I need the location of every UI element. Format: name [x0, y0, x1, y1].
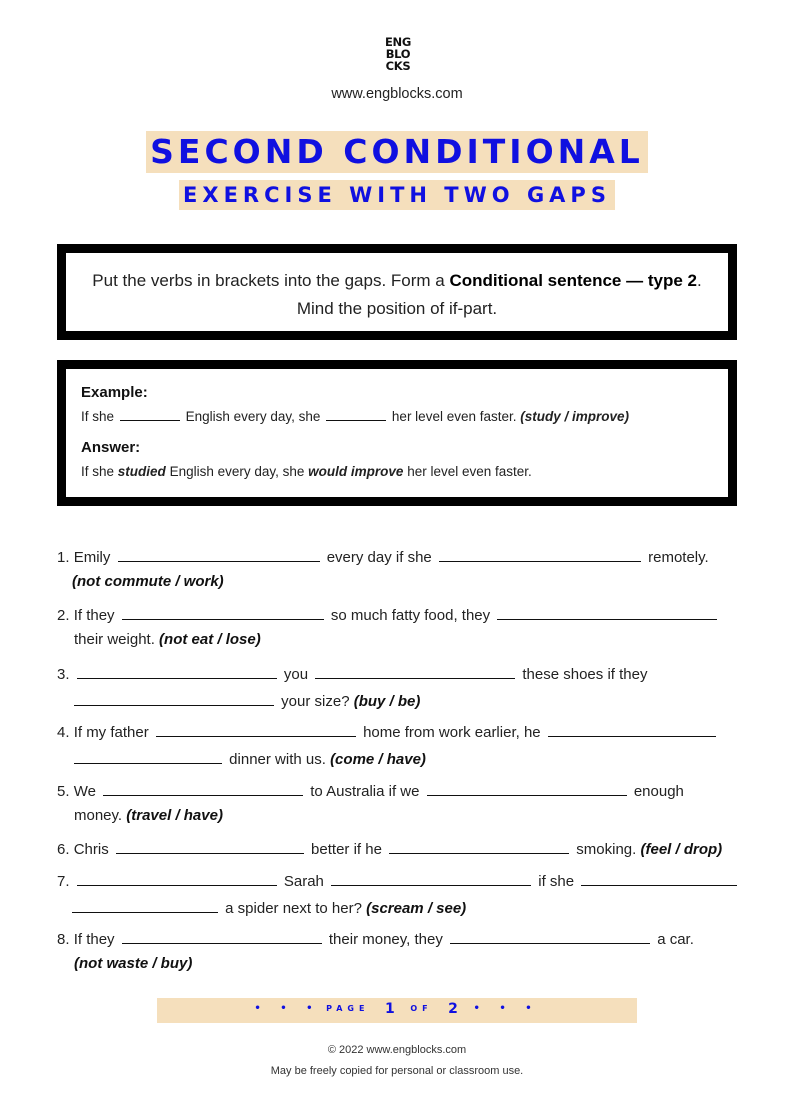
verb-hint: (travel / have)	[126, 807, 223, 824]
item-text: remotely.	[648, 549, 709, 566]
item-number: 7.	[57, 873, 70, 890]
item-text: so much fatty food, they	[330, 607, 491, 624]
item-number: 6.	[57, 841, 70, 858]
exercise-line	[57, 837, 722, 859]
instructions-box	[57, 244, 737, 340]
item-number: 3.	[57, 666, 70, 683]
item-text: to Australia if we	[310, 783, 420, 800]
footer-license: May be freely copied for personal or classroom use.	[270, 1065, 524, 1077]
item-text: Chris	[73, 841, 109, 858]
item-text: money.	[74, 807, 123, 824]
item-text: a car.	[657, 931, 694, 948]
answer-label: Answer:	[81, 439, 141, 456]
item-text: you	[283, 666, 309, 683]
answer-text: her level even faster.	[407, 464, 532, 479]
exercise-line	[71, 747, 426, 769]
answer-gap[interactable]	[427, 779, 627, 796]
exercise-line	[72, 572, 224, 594]
item-number: 4.	[57, 724, 70, 741]
engblocks-logo	[378, 36, 418, 72]
verb-hint: (come / have)	[330, 751, 426, 768]
item-text: your size?	[281, 693, 350, 710]
item-text: if she	[538, 873, 575, 890]
example-text: her level even faster.	[391, 409, 517, 424]
exercise-line	[57, 779, 684, 801]
item-text: every day if she	[326, 549, 432, 566]
answer-gap[interactable]	[77, 869, 277, 886]
item-text: better if he	[311, 841, 382, 858]
page-subtitle: EXERCISE WITH TWO GAPS	[179, 180, 615, 210]
pager-of-word: OF	[410, 1004, 433, 1013]
exercise-line	[74, 806, 223, 828]
logo-line: CKS	[385, 59, 411, 73]
exercise-line	[57, 720, 719, 742]
answer-gap[interactable]	[116, 837, 304, 854]
instructions-text-end: . Mind the position of if-part.	[296, 271, 702, 318]
verb-hint: (scream / see)	[366, 900, 467, 917]
item-text: We	[73, 783, 96, 800]
exercise-line	[71, 689, 420, 711]
page-title: SECOND CONDITIONAL	[146, 131, 648, 173]
pager-total: 2	[448, 1000, 458, 1017]
exercise-line	[57, 927, 694, 949]
example-text: If she	[81, 409, 115, 424]
exercise-line	[74, 630, 261, 652]
item-text: home from work earlier, he	[363, 724, 541, 741]
item-number: 5.	[57, 783, 70, 800]
example-box	[57, 360, 737, 506]
example-label: Example:	[81, 384, 148, 401]
verb-hint: (feel / drop)	[640, 841, 723, 858]
verb-hint: (not commute / work)	[72, 573, 224, 590]
item-text: their money, they	[328, 931, 443, 948]
answer-verb: would improve	[308, 464, 404, 479]
answer-gap[interactable]	[77, 662, 277, 679]
item-text: their weight.	[74, 631, 155, 648]
item-text: enough	[633, 783, 684, 800]
item-number: 2.	[57, 607, 70, 624]
answer-gap[interactable]	[74, 747, 222, 764]
exercise-line	[74, 954, 192, 976]
answer-text: If she	[81, 464, 115, 479]
item-text: If my father	[73, 724, 149, 741]
answer-gap[interactable]	[74, 689, 274, 706]
item-text: If they	[73, 931, 115, 948]
item-number: 8.	[57, 931, 70, 948]
exercise-line	[57, 603, 720, 625]
answer-gap[interactable]	[331, 869, 531, 886]
logo-line: ENG	[384, 35, 412, 49]
answer-gap[interactable]	[103, 779, 303, 796]
item-text: a spider next to her?	[225, 900, 362, 917]
answer-gap[interactable]	[389, 837, 569, 854]
exercise-line	[57, 545, 709, 567]
item-text: If they	[73, 607, 115, 624]
exercise-line	[57, 869, 740, 891]
answer-gap[interactable]	[122, 927, 322, 944]
answer-sentence	[81, 463, 713, 481]
answer-gap[interactable]	[548, 720, 716, 737]
verb-hint: (buy / be)	[353, 693, 421, 710]
answer-gap[interactable]	[156, 720, 356, 737]
answer-gap[interactable]	[122, 603, 324, 620]
pager-current: 1	[385, 1000, 395, 1017]
answer-text: English every day, she	[169, 464, 305, 479]
answer-gap[interactable]	[118, 545, 320, 562]
example-sentence	[81, 408, 713, 426]
example-hint: (study / improve)	[520, 409, 630, 424]
pager-dots: • • •	[254, 1003, 321, 1014]
item-text: dinner with us.	[229, 751, 326, 768]
item-text: Sarah	[283, 873, 324, 890]
title-block	[0, 131, 794, 173]
answer-gap[interactable]	[497, 603, 717, 620]
instructions-text: Put the verbs in brackets into the gaps. Form a	[92, 271, 450, 290]
example-gap	[120, 408, 180, 421]
answer-gap[interactable]	[315, 662, 515, 679]
logo-line: BLO	[385, 47, 411, 61]
answer-gap[interactable]	[439, 545, 641, 562]
exercise-line	[69, 896, 466, 918]
item-text: smoking.	[576, 841, 637, 858]
answer-verb: studied	[117, 464, 166, 479]
answer-gap[interactable]	[450, 927, 650, 944]
pager-page-word: PAGE	[326, 1004, 370, 1013]
site-url[interactable]: www.engblocks.com	[331, 86, 463, 102]
item-text: these shoes if they	[522, 666, 648, 683]
example-gap	[326, 408, 386, 421]
footer-copyright: © 2022 www.engblocks.com	[327, 1044, 467, 1056]
answer-gap[interactable]	[581, 869, 737, 886]
page-indicator	[157, 998, 637, 1023]
answer-gap[interactable]	[72, 896, 218, 913]
example-text: English every day, she	[185, 409, 321, 424]
subtitle-block	[0, 180, 794, 210]
exercise-line	[57, 662, 647, 684]
instructions-bold: Conditional sentence — type 2	[449, 271, 697, 290]
item-number: 1.	[57, 549, 70, 566]
verb-hint: (not waste / buy)	[74, 955, 193, 972]
verb-hint: (not eat / lose)	[159, 631, 261, 648]
pager-dots: • • •	[473, 1003, 540, 1014]
item-text: Emily	[73, 549, 111, 566]
